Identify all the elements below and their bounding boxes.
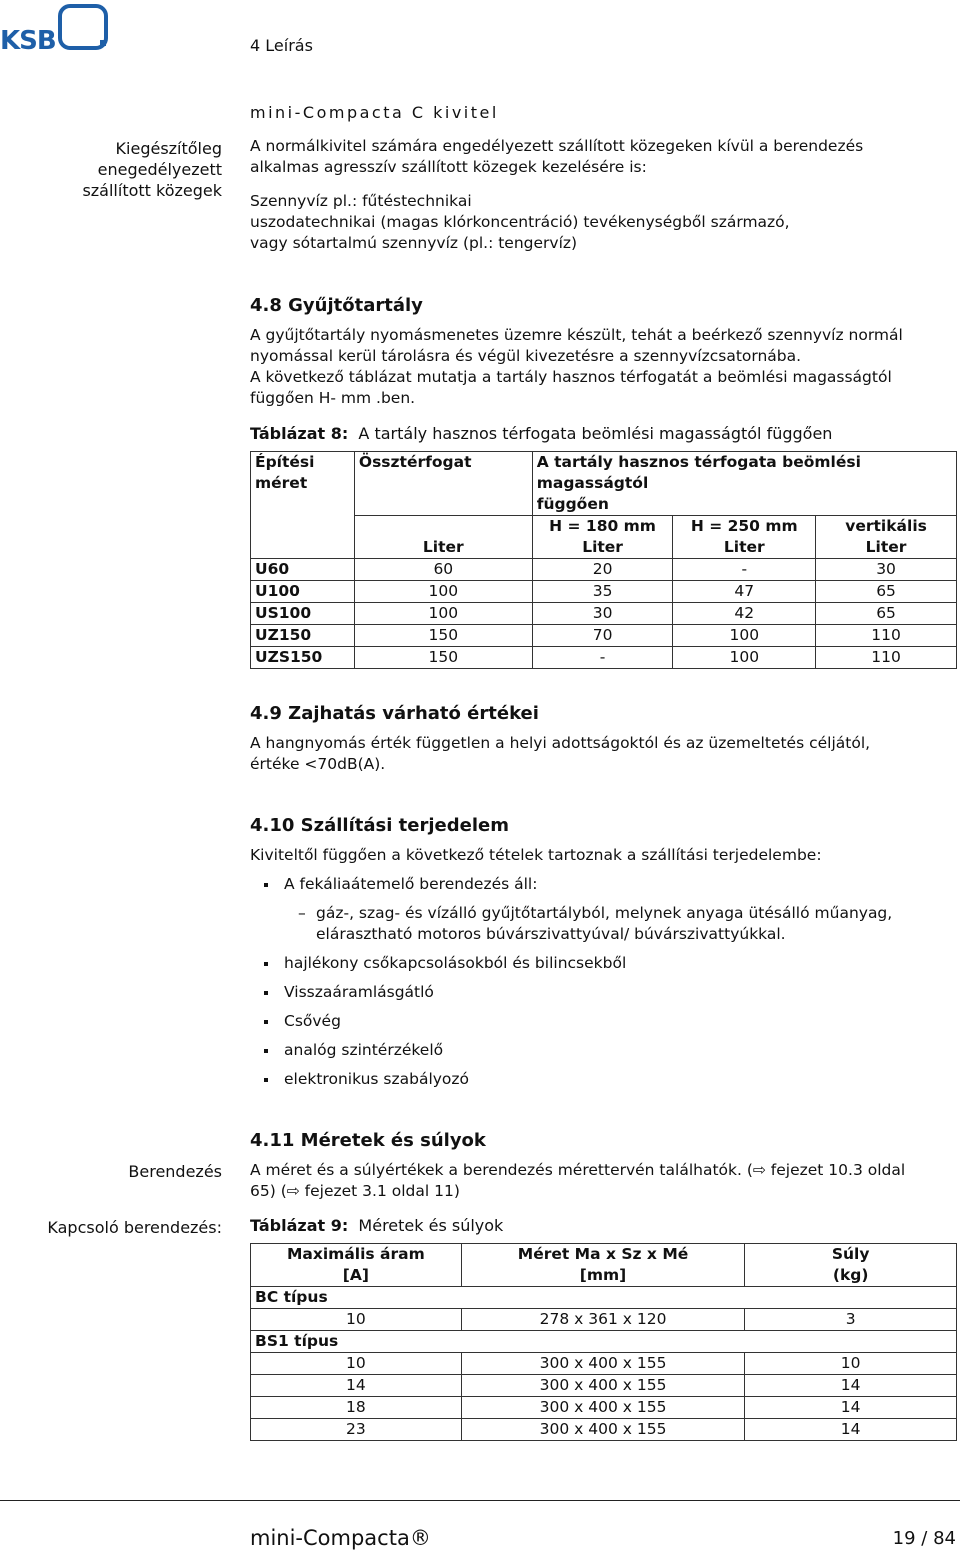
scope-list — [250, 874, 940, 1090]
list-item: Visszaáramlásgátló — [250, 982, 940, 1003]
side-label-media: Kiegészítőleg enegedélyezett szállított közegek — [82, 139, 222, 200]
chapter-title: 4 Leírás — [250, 36, 313, 55]
table-tank-volume — [250, 451, 957, 669]
bullet-icon — [264, 1020, 268, 1024]
list-item: Csővég — [250, 1011, 940, 1032]
footer-divider — [0, 1500, 960, 1501]
paragraph-tank-intro: A gyűjtőtartály nyomásmenetes üzemre készült, tehát a beérkező szennyvíz normál nyomással kerül tárolásra és végül kivezetésre a szennyvízcsatornába. A következő táblázat mutatja a tartály hasznos térfogatát a beömlési magasságtól függően H- mm .ben. — [250, 326, 903, 407]
table-8-caption: Táblázat 8: A tartály hasznos térfogata beömlési magasságtól függően — [250, 424, 833, 443]
list-item: elektronikus szabályozó — [250, 1069, 940, 1090]
table-row: 23 300 x 400 x 155 14 — [251, 1419, 957, 1441]
bullet-icon — [264, 1078, 268, 1082]
side-label-unit: Berendezés — [128, 1162, 222, 1181]
table-header-row: Maximális áram [A] Méret Ma x Sz x Mé [mm] Súly (kg) — [251, 1244, 957, 1287]
bullet-icon — [264, 883, 268, 887]
heading-4-10: 4.10 Szállítási terjedelem — [250, 815, 509, 836]
paragraph-wastewater: Szennyvíz pl.: fűtéstechnikai uszodatechnikai (magas klórkoncentráció) tevékenységből származó, vagy sótartalmú szennyvíz (pl.: tengervíz) — [250, 192, 790, 252]
footer-page-number: 19 / 84 — [892, 1528, 956, 1549]
logo-text: KSB — [0, 26, 56, 56]
heading-4-8: 4.8 Gyűjtőtartály — [250, 295, 423, 316]
heading-4-11: 4.11 Méretek és súlyok — [250, 1130, 486, 1151]
bullet-icon — [264, 962, 268, 966]
table-row: 10 278 x 361 x 120 3 — [251, 1309, 957, 1331]
list-subitem: – gáz-, szag- és vízálló gyűjtőtartályból, melynek anyaga ütésálló műanyag, elárasztható motoros búvárszivattyúval/ búvárszivattyúkkal. — [298, 904, 893, 943]
side-label-switchgear: Kapcsoló berendezés: — [47, 1218, 222, 1237]
table-row: U100 100 35 47 65 — [251, 581, 957, 603]
table-row: UZS150 150 - 100 110 — [251, 647, 957, 669]
list-item: hajlékony csőkapcsolásokból és bilincsekből — [250, 953, 940, 974]
footer-product: mini-Compacta® — [250, 1526, 431, 1550]
table-row: UZ150 150 70 100 110 — [251, 625, 957, 647]
table-header-row: Építési méret Össztérfogat A tartály hasznos térfogata beömlési magasságtól függően — [251, 452, 957, 516]
paragraph-noise: A hangnyomás érték független a helyi adottságoktól és az üzemeltetés céljától, értéke <70dB(A). — [250, 734, 871, 773]
heading-4-9: 4.9 Zajhatás várható értékei — [250, 703, 539, 724]
list-item: analóg szintérzékelő — [250, 1040, 940, 1061]
paragraph-media-intro: A normálkivitel számára engedélyezett szállított közegeken kívül a berendezés alkalmas agresszív szállított közegek kezelésére is: — [250, 137, 864, 176]
ksb-logo — [0, 4, 118, 56]
bullet-icon — [264, 1049, 268, 1053]
bullet-icon — [264, 991, 268, 995]
table-row: 10 300 x 400 x 155 10 — [251, 1353, 957, 1375]
table-row: U60 60 20 - 30 — [251, 559, 957, 581]
table-subheader-row: Liter H = 180 mm Liter H = 250 mm Liter vertikális Liter — [251, 516, 957, 559]
section-title-c-variant: mini-Compacta C kivitel — [250, 103, 499, 122]
paragraph-dimensions: A méret és a súlyértékek a berendezés mérettervén találhatók. (⇨ fejezet 10.3 oldal 65) (⇨ fejezet 3.1 oldal 11) — [250, 1161, 906, 1200]
table-group-row: BS1 típus — [251, 1331, 957, 1353]
dash-icon: – — [298, 904, 306, 922]
table-group-row: BC típus — [251, 1287, 957, 1309]
table-row: 14 300 x 400 x 155 14 — [251, 1375, 957, 1397]
table-row: 18 300 x 400 x 155 14 — [251, 1397, 957, 1419]
table-9-caption: Táblázat 9: Méretek és súlyok — [250, 1216, 504, 1235]
list-item: A fekáliaátemelő berendezés áll: — [250, 874, 940, 895]
table-dimensions-weights — [250, 1243, 957, 1441]
paragraph-scope-intro: Kiviteltől függően a következő tételek tartoznak a szállítási terjedelembe: — [250, 846, 822, 864]
table-row: US100 100 30 42 65 — [251, 603, 957, 625]
